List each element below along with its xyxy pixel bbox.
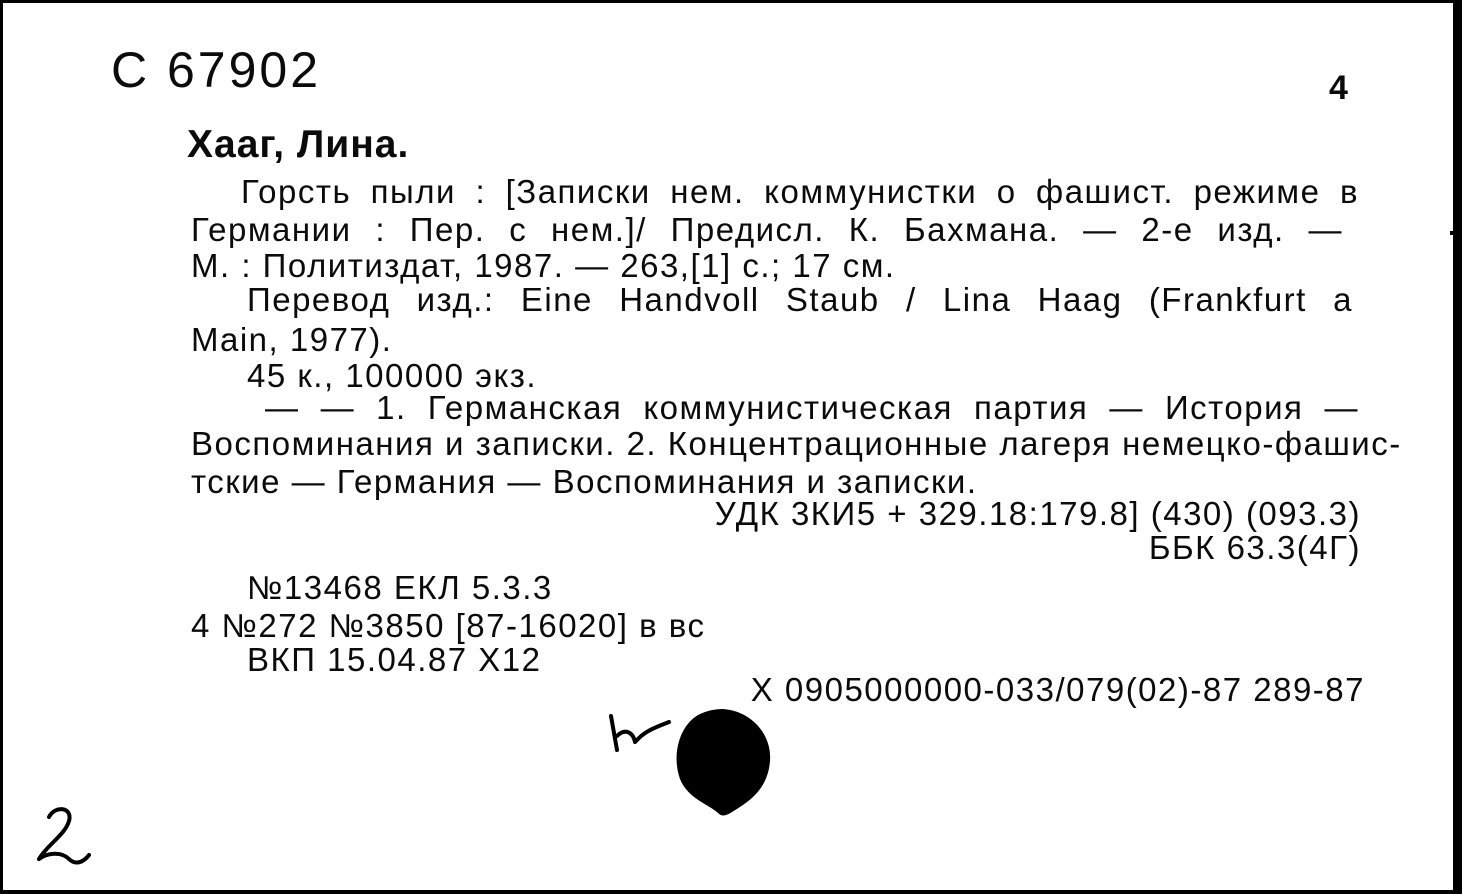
description-line-1: Горсть пыли : [Записки нем. коммунистки о фашист. режиме в [241, 173, 1359, 210]
edge-speck [1450, 231, 1454, 235]
udc-classification: УДК 3КИ5 + 329.18:179.8] (430) (093.3) [714, 495, 1361, 532]
author-heading: Хааг, Лина. [187, 123, 410, 166]
translation-note-line-1: Перевод изд.: Eine Handvoll Staub / Lina Haag (Frankfurt a [247, 281, 1353, 318]
call-number: С 67902 [111, 42, 322, 98]
service-line-2: 4 №272 №3850 [87-16020] в вс [191, 607, 706, 644]
ink-blot [668, 703, 778, 823]
drawer-number: 4 [1329, 69, 1348, 107]
service-line-3: ВКП 15.04.87 Х12 [247, 641, 542, 678]
handwritten-scribble [603, 708, 673, 758]
subject-line-3: тские — Германия — Воспоминания и записки. [191, 463, 978, 500]
description-line-2: Германии : Пер. с нем.]/ Предисл. К. Бахмана. — 2-е изд. — [191, 211, 1343, 248]
subject-line-1: — — 1. Германская коммунистическая партия — История — [265, 389, 1359, 426]
handwritten-two [25, 803, 95, 873]
service-line-1: №13468 ЕКЛ 5.3.3 [247, 569, 553, 606]
description-line-3: М. : Политиздат, 1987. — 263,[1] с.; 17 см. [191, 247, 896, 284]
translation-note-line-2: Main, 1977). [191, 321, 393, 358]
bbk-classification: ББК 63.3(4Г) [1148, 529, 1361, 566]
price-print-run: 45 к., 100000 экз. [247, 357, 538, 394]
isbn-line: Х 0905000000-033/079(02)-87 289-87 [750, 671, 1365, 708]
subject-line-2: Воспоминания и записки. 2. Концентрационные лагеря немецко-фашис- [191, 425, 1402, 462]
